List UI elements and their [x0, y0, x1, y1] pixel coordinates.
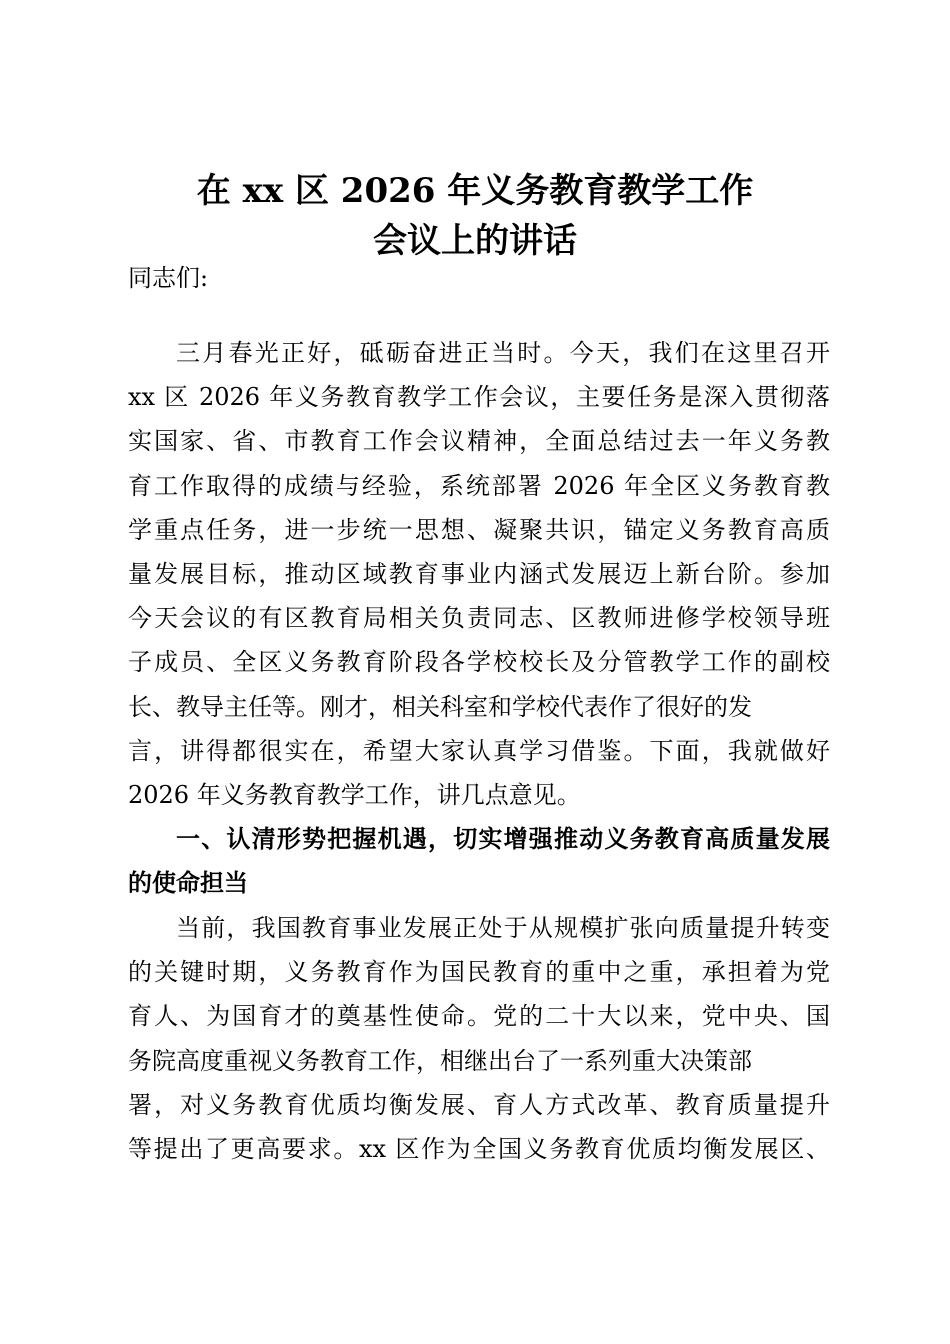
text-line: 育人、为国育才的奠基性使命。党的二十大以来，党中央、国 — [128, 1002, 830, 1031]
greeting-text: 同志们: — [128, 264, 209, 292]
text-line: 今天会议的有区教育局相关负责同志、区教师进修学校领导班 — [128, 604, 830, 633]
text-line: 署，对义务教育优质均衡发展、育人方式改革、教育质量提升 — [128, 1090, 830, 1119]
text-line: 2026 年义务教育教学工作，讲几点意见。 — [128, 780, 581, 809]
text-line: 三月春光正好，砥砺奋进正当时。今天，我们在这里召开 — [176, 339, 830, 367]
text-line: 等提出了更高要求。xx 区作为全国义务教育优质均衡发展区、 — [128, 1134, 830, 1163]
text-line: 量发展目标，推动区域教育事业内涵式发展迈上新台阶。参加 — [128, 559, 830, 588]
paragraph-section-1 — [128, 906, 830, 1171]
text-line: 务院高度重视义务教育工作，相继出台了一系列重大决策部 — [128, 1046, 752, 1075]
text-line: 学重点任务，进一步统一思想、凝聚共识，锚定义务教育高质 — [128, 515, 830, 544]
text-line: 当前，我国教育事业发展正处于从规模扩张向质量提升转变 — [176, 914, 830, 942]
heading-line: 一、认清形势把握机遇，切实增强推动义务教育高质量发展 — [176, 824, 830, 853]
text-line: 子成员、全区义务教育阶段各学校校长及分管教学工作的副校 — [128, 648, 830, 677]
text-line: 长、教导主任等。刚才，相关科室和学校代表作了很好的发 — [128, 692, 752, 721]
document-title-line-2: 会议上的讲话 — [373, 221, 577, 261]
text-line: 育工作取得的成绩与经验，系统部署 2026 年全区义务教育教 — [128, 471, 830, 500]
document-title-line-1: 在 xx 区 2026 年义务教育教学工作 — [196, 171, 754, 211]
paragraph-intro — [128, 331, 830, 817]
text-line: xx 区 2026 年义务教育教学工作会议，主要任务是深入贯彻落 — [128, 383, 830, 412]
heading-line: 的使命担当 — [128, 868, 248, 898]
section-heading-1 — [128, 817, 830, 905]
text-line: 言，讲得都很实在，希望大家认真学习借鉴。下面，我就做好 — [128, 736, 830, 765]
text-line: 的关键时期，义务教育作为国民教育的重中之重，承担着为党 — [128, 958, 830, 987]
greeting — [128, 256, 830, 300]
text-line: 实国家、省、市教育工作会议精神，全面总结过去一年义务教 — [128, 427, 830, 456]
